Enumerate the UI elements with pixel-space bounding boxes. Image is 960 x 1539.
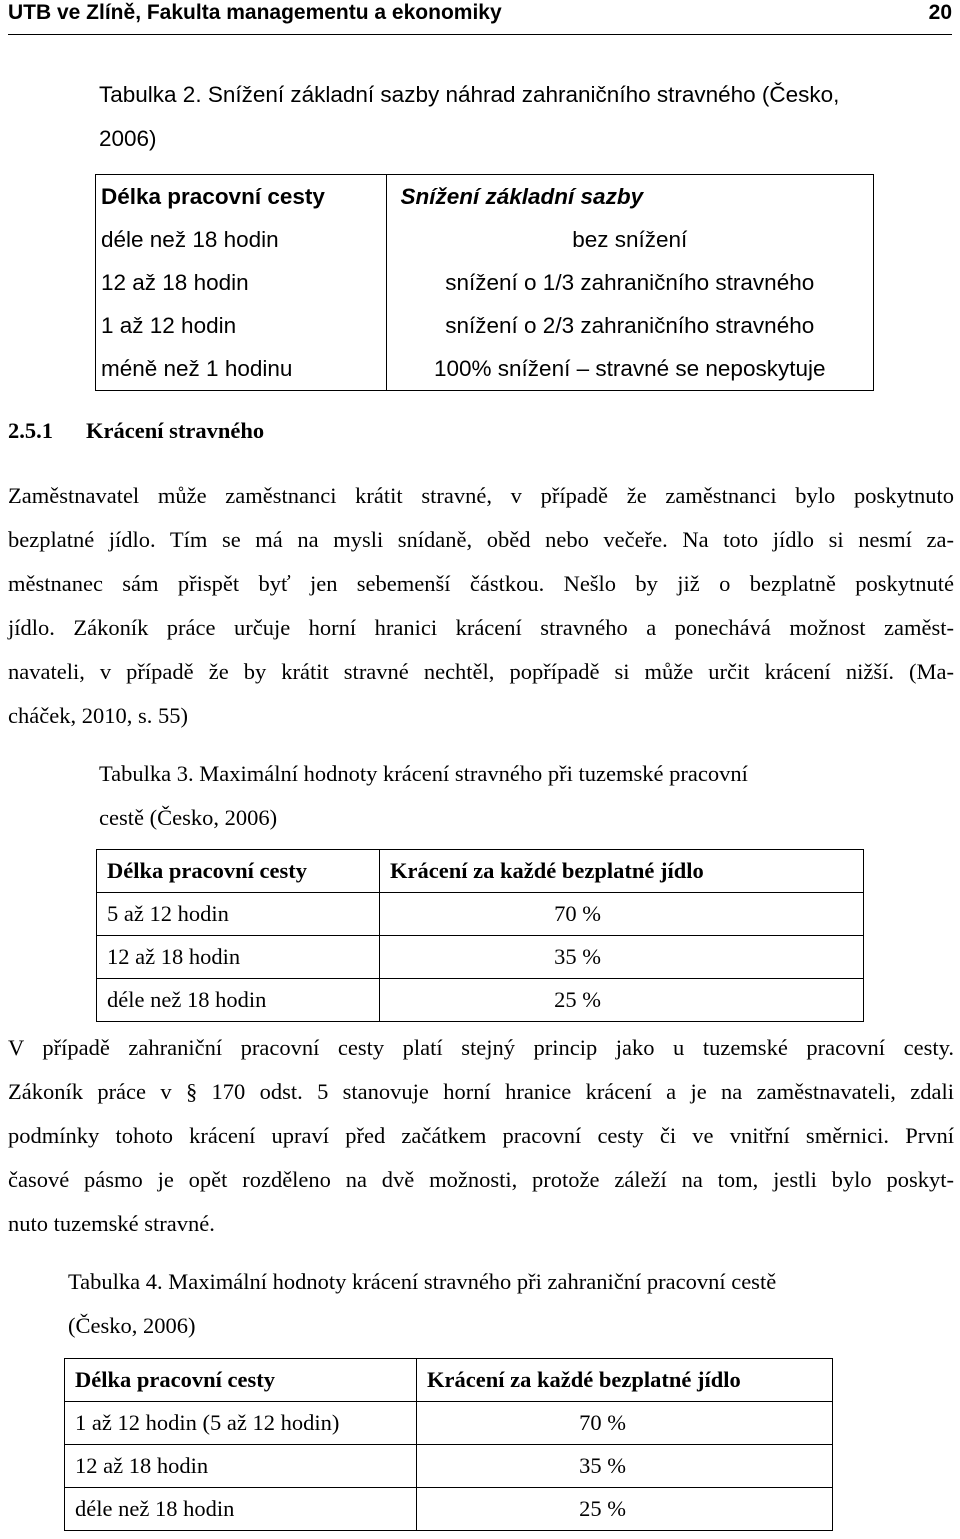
paragraph-line: jídlo. Zákoník práce určuje horní hranici krácení stravného a ponechává možnost zaměst-	[8, 615, 954, 640]
table-header-cell: Délka pracovní cesty	[101, 183, 325, 209]
section-number: 2.5.1	[8, 418, 53, 443]
table-header-cell: Délka pracovní cesty	[97, 850, 380, 893]
paragraph	[8, 1026, 954, 1246]
table3-caption-line2: cestě (Česko, 2006)	[99, 805, 278, 830]
table-cell: 70 %	[417, 1402, 833, 1445]
paragraph-line: Zákoník práce v § 170 odst. 5 stanovuje horní hranice krácení a je na zaměstnavateli, zdali	[8, 1079, 954, 1104]
paragraph-line: Zaměstnavatel může zaměstnanci krátit stravné, v případě že zaměstnanci bylo poskytnuto	[8, 483, 954, 508]
paragraph-line: podmínky tohoto krácení upraví před začátkem pracovní cesty či ve vnitřní směrnici. První	[8, 1123, 954, 1148]
table-row	[65, 1402, 833, 1445]
table-cell: 100% snížení – stravné se neposkytuje	[386, 347, 873, 390]
paragraph-line: navateli, v případě že by krátit stravné nechtěl, popřípadě si může určit krácení nižší. (Ma-	[8, 659, 954, 684]
table-cell: 1 až 12 hodin	[101, 312, 237, 338]
section-title: Krácení stravného	[86, 418, 265, 443]
table-row	[96, 347, 873, 390]
table-header-cell: Délka pracovní cesty	[65, 1359, 417, 1402]
table-cell: snížení o 1/3 zahraničního stravného	[386, 261, 873, 304]
table-cell: 12 až 18 hodin	[97, 936, 380, 979]
table-header-row	[96, 175, 873, 218]
paragraph-line: časové pásmo je opět rozděleno na dvě možnosti, protože záleží na tom, jestli bylo poskyt-	[8, 1167, 954, 1192]
page-number: 20	[928, 1, 952, 24]
header-title: UTB ve Zlíně, Fakulta managementu a ekonomiky	[8, 1, 502, 24]
table-cell: 35 %	[417, 1445, 833, 1488]
table-row	[97, 893, 864, 936]
table-row	[96, 304, 873, 347]
table2-caption-line2: 2006)	[99, 126, 157, 151]
table4	[64, 1358, 833, 1531]
paragraph-line: cháček, 2010, s. 55)	[8, 703, 188, 728]
table-cell: snížení o 2/3 zahraničního stravného	[386, 304, 873, 347]
table-cell: déle než 18 hodin	[97, 979, 380, 1022]
paragraph-line: bezplatné jídlo. Tím se má na mysli snídaně, oběd nebo večeře. Na toto jídlo si nesmí za-	[8, 527, 954, 552]
table2-caption-line1: Tabulka 2. Snížení základní sazby náhrad zahraničního stravného (Česko,	[99, 82, 840, 107]
table-cell: déle než 18 hodin	[101, 226, 279, 252]
table3	[96, 849, 864, 1022]
table-cell: 35 %	[380, 936, 864, 979]
table-cell: 25 %	[380, 979, 864, 1022]
table-row	[96, 261, 873, 304]
table-cell: 1 až 12 hodin (5 až 12 hodin)	[65, 1402, 417, 1445]
table-header-cell: Snížení základní sazby	[386, 175, 873, 218]
table-header-row	[65, 1359, 833, 1402]
table-header-cell: Krácení za každé bezplatné jídlo	[417, 1359, 833, 1402]
page-header	[8, 0, 952, 35]
paragraph-line: V případě zahraniční pracovní cesty platí stejný princip jako u tuzemské pracovní cesty.	[8, 1035, 954, 1060]
table-row	[65, 1445, 833, 1488]
table-row	[97, 979, 864, 1022]
table-row	[97, 936, 864, 979]
table-row	[96, 218, 873, 261]
table3-caption-line1: Tabulka 3. Maximální hodnoty krácení stravného při tuzemské pracovní	[99, 761, 748, 786]
section-heading	[8, 418, 264, 444]
paragraph	[8, 474, 954, 738]
table-cell: 5 až 12 hodin	[97, 893, 380, 936]
table2	[96, 175, 873, 390]
table4-caption-line2: (Česko, 2006)	[68, 1313, 196, 1338]
table4-caption-line1: Tabulka 4. Maximální hodnoty krácení stravného při zahraniční pracovní cestě	[68, 1269, 777, 1294]
table-cell: 70 %	[380, 893, 864, 936]
paragraph-line: nuto tuzemské stravné.	[8, 1211, 215, 1236]
table-header-row	[97, 850, 864, 893]
table-cell: déle než 18 hodin	[65, 1488, 417, 1531]
paragraph-line: městnanec sám přispět byť jen sebemenší částkou. Nešlo by již o bezplatně poskytnuté	[8, 571, 954, 596]
table-row	[65, 1488, 833, 1531]
table-cell: 25 %	[417, 1488, 833, 1531]
table-cell: 12 až 18 hodin	[101, 269, 249, 295]
table-cell: méně než 1 hodinu	[101, 355, 293, 381]
table-cell: bez snížení	[386, 218, 873, 261]
table-header-cell: Krácení za každé bezplatné jídlo	[380, 850, 864, 893]
table-cell: 12 až 18 hodin	[65, 1445, 417, 1488]
